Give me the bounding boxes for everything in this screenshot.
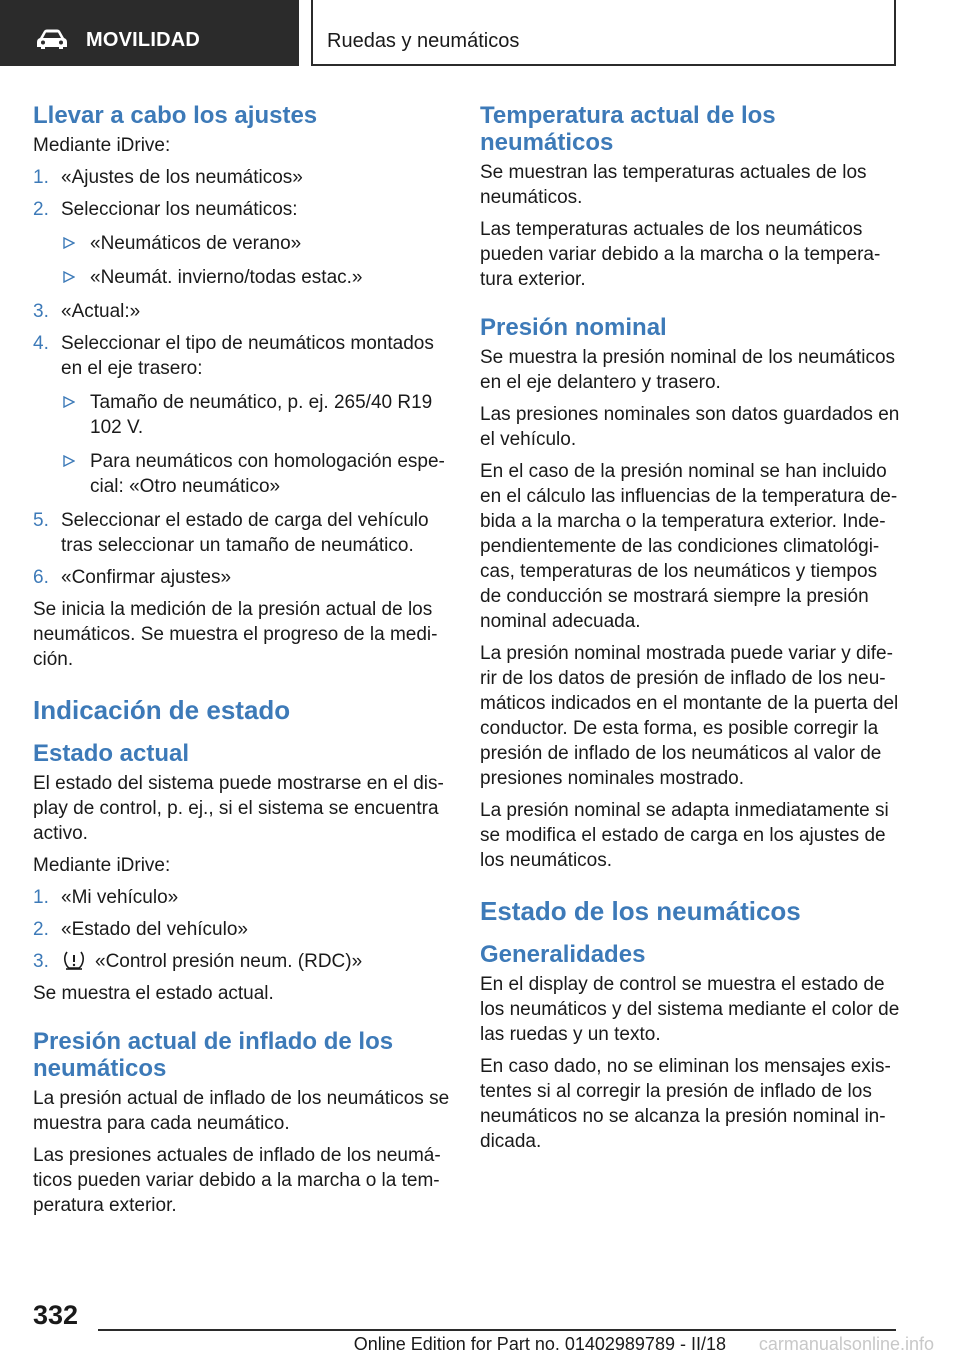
left-column <box>33 100 451 1225</box>
status-steps-list <box>33 885 451 974</box>
footer-edition-text: Online Edition for Part no. 01402989789 - II/18 <box>353 1334 726 1354</box>
car-icon <box>36 28 68 50</box>
heading-presion-actual: Presión actual de inflado de los neumáticos <box>33 1028 394 1082</box>
heading-temperatura-actual: Temperatura actual de los neumáticos <box>480 102 776 156</box>
header-section-tab <box>0 0 299 66</box>
step-number: 2. <box>33 919 49 940</box>
list-item <box>33 331 451 499</box>
paragraph-mediante-idrive-2: Mediante iDrive: <box>33 855 171 876</box>
list-item <box>33 165 451 190</box>
tire-pressure-warning-icon <box>63 950 85 970</box>
paragraph-estado-actual: El estado del sistema puede mostrarse en el dis‐play de control, p. ej., si el sistema se encuentra activo. <box>33 773 444 844</box>
step-text: «Actual:» <box>61 301 141 322</box>
paragraph-presion-actual-2: Las presiones actuales de inflado de los neumá‐ticos pueden variar debido a la marcha o la tem‐peratura exterior. <box>33 1145 441 1216</box>
triangle-bullet-icon <box>63 455 75 467</box>
paragraph-nominal-4: La presión nominal mostrada puede variar y dife‐rir de los datos de presión de inflado de los neu‐máticos indicados en el montante de la puerta del conductor. De esta forma, es posible corregir la presión de inflado de los neumáticos al valor de presiones nominales mostrado. <box>480 643 899 789</box>
step-text: «Control presión neum. (RDC)» <box>95 951 363 972</box>
step-text: «Estado del vehículo» <box>61 919 248 940</box>
header-chapter-title: Ruedas y neumáticos <box>327 30 520 52</box>
step-number: 3. <box>33 301 49 322</box>
triangle-bullet-icon <box>63 271 75 283</box>
paragraph-medicion: Se inicia la medición de la presión actual de los neumáticos. Se muestra el progreso de la medi‐ción. <box>33 599 438 670</box>
heading-estado-actual: Estado actual <box>33 740 190 767</box>
paragraph-generalidades-2: En caso dado, no se eliminan los mensajes exis‐tentes si al corregir la presión de inflado de los neumáticos no se alcanza la presión nominal in‐dicada. <box>480 1056 891 1152</box>
heading-estado-neumaticos: Estado de los neumáticos <box>480 896 801 926</box>
sub-list-item <box>61 449 451 499</box>
paragraph-generalidades-1: En el display de control se muestra el estado de los neumáticos y del sistema mediante el color de las ruedas y un texto. <box>480 974 900 1045</box>
step-number: 5. <box>33 510 49 531</box>
paragraph-mediante-idrive: Mediante iDrive: <box>33 135 171 156</box>
list-item <box>33 197 451 290</box>
page-header <box>0 0 960 66</box>
settings-steps-list <box>33 165 451 590</box>
list-item <box>33 565 451 590</box>
paragraph-nominal-2: Las presiones nominales son datos guardados en el vehículo. <box>480 404 900 450</box>
list-item <box>33 299 451 324</box>
sub-list-item <box>61 265 451 290</box>
step-text: Seleccionar los neumáticos: <box>61 199 298 220</box>
sub-item-text: «Neumáticos de verano» <box>90 233 302 254</box>
page-number: 332 <box>33 1300 79 1330</box>
step-text: «Confirmar ajustes» <box>61 567 232 588</box>
step-text: Seleccionar el tipo de neumáticos montados en el eje trasero: <box>61 333 434 379</box>
list-item <box>33 949 451 974</box>
list-item <box>33 885 451 910</box>
footer-divider <box>98 1329 896 1331</box>
step-number: 2. <box>33 199 49 220</box>
header-chapter-box <box>311 0 896 66</box>
header-section-title: MOVILIDAD <box>86 29 201 51</box>
paragraph-presion-actual-1: La presión actual de inflado de los neumáticos se muestra para cada neumático. <box>33 1088 450 1134</box>
paragraph-nominal-5: La presión nominal se adapta inmediatamente si se modifica el estado de carga en los ajustes de los neumáticos. <box>480 800 889 871</box>
right-column <box>480 100 900 1161</box>
sub-list-item <box>61 231 451 256</box>
paragraph-muestra-estado: Se muestra el estado actual. <box>33 983 274 1004</box>
paragraph-nominal-3: En el caso de la presión nominal se han incluido en el cálculo las influencias de la temperatura de‐bida a la marcha o la temperatura exterior. Inde‐pendientemente de las condiciones climatológi‐cas, temperaturas de los neumáticos y tiempos de conducción se mostrará siempre la presión nominal adecuada. <box>480 461 898 632</box>
paragraph-temperatura-2: Las temperaturas actuales de los neumáticos pueden variar debido a la marcha o la tempera‐tura exterior. <box>480 219 881 290</box>
sub-item-text: Para neumáticos con homologación espe‐cial: «Otro neumático» <box>90 451 445 497</box>
list-item <box>33 917 451 942</box>
heading-indicacion-estado: Indicación de estado <box>33 695 291 725</box>
step-number: 4. <box>33 333 49 354</box>
sub-item-text: Tamaño de neumático, p. ej. 265/40 R19 102 V. <box>90 392 433 438</box>
heading-generalidades: Generalidades <box>480 941 646 968</box>
paragraph-nominal-1: Se muestra la presión nominal de los neumáticos en el eje delantero y trasero. <box>480 347 896 393</box>
paragraph-temperatura-1: Se muestran las temperaturas actuales de los neumáticos. <box>480 162 867 208</box>
triangle-bullet-icon <box>63 396 75 408</box>
step-number: 6. <box>33 567 49 588</box>
heading-ajustes: Llevar a cabo los ajustes <box>33 102 318 129</box>
step-number: 1. <box>33 167 49 188</box>
step-text: Seleccionar el estado de carga del vehículo tras seleccionar un tamaño de neumático. <box>61 510 429 556</box>
sub-item-text: «Neumát. invierno/todas estac.» <box>90 267 363 288</box>
step-number: 1. <box>33 887 49 908</box>
step-text: «Mi vehículo» <box>61 887 179 908</box>
step-text: «Ajustes de los neumáticos» <box>61 167 303 188</box>
triangle-bullet-icon <box>63 237 75 249</box>
list-item <box>33 508 451 558</box>
sub-list-item <box>61 390 451 440</box>
watermark: carmanualsonline.info <box>758 1334 934 1354</box>
heading-presion-nominal: Presión nominal <box>480 314 667 341</box>
step-number: 3. <box>33 951 49 972</box>
